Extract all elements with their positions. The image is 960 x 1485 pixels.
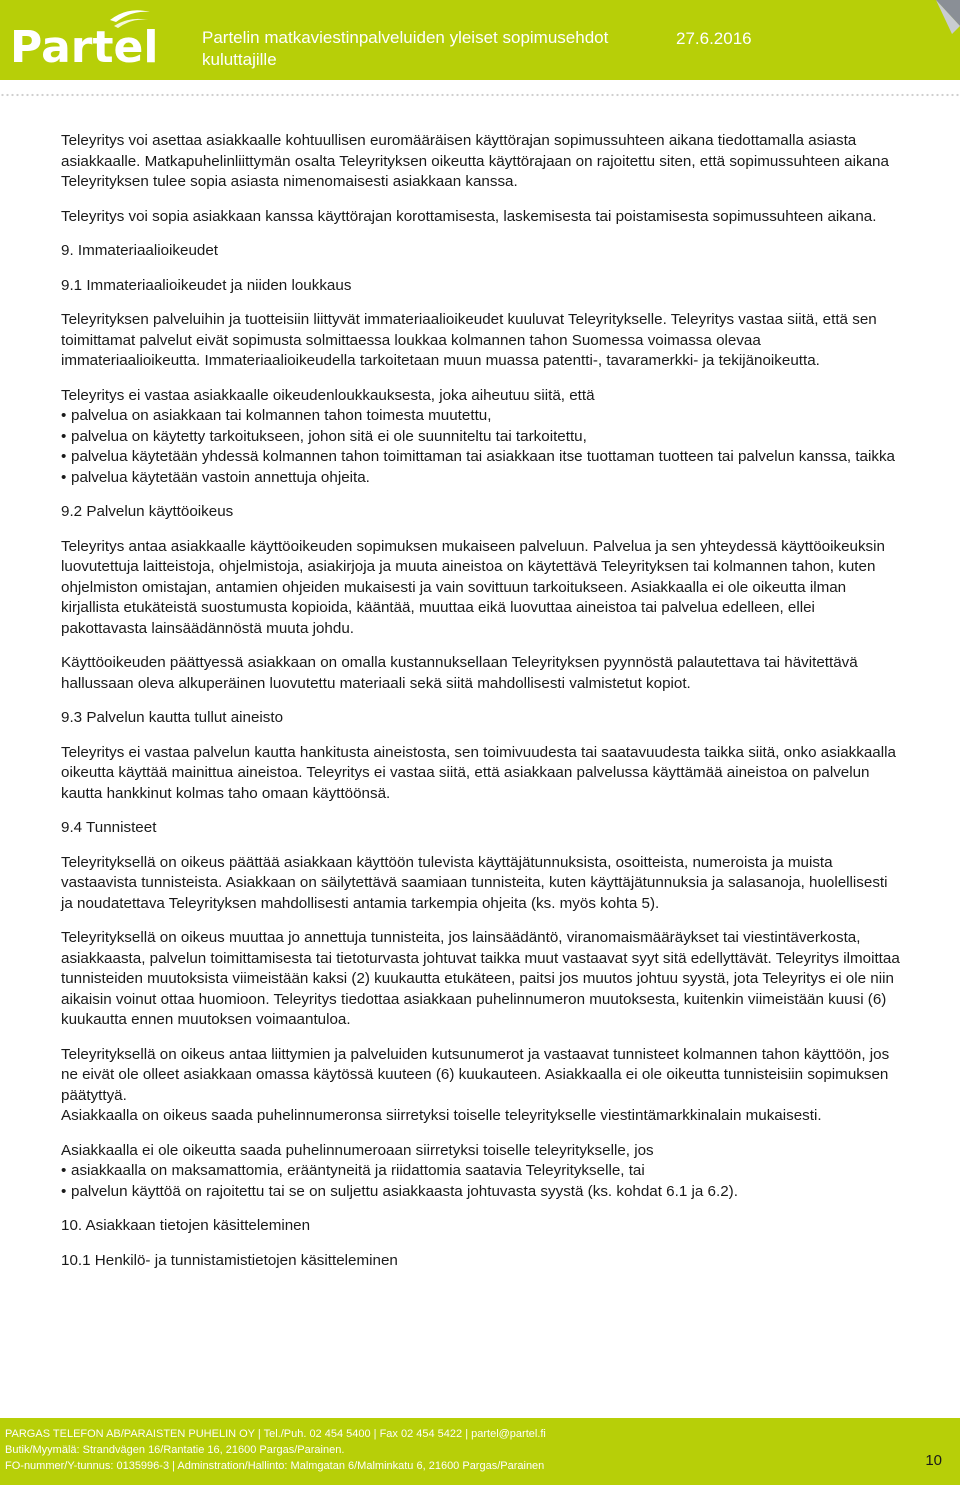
subsection-heading: 9.2 Palvelun käyttöoikeus (61, 503, 234, 520)
footer-line: PARGAS TELEFON AB/PARAISTEN PUHELIN OY | Tel./Puh. 02 454 5400 | Fax 02 454 5422 | partel@partel.fi (5, 1428, 546, 1440)
bullet-list (61, 1161, 901, 1202)
subsection-heading: 9.3 Palvelun kautta tullut aineisto (61, 709, 284, 726)
subsection-heading: 10.1 Henkilö- ja tunnistamistietojen käsitteleminen (61, 1251, 398, 1269)
logo-text: Partel (10, 22, 159, 73)
list-item: • palvelua käytetään vastoin annettuja ohjeita. (61, 468, 901, 489)
section-heading: 10. Asiakkaan tietojen käsitteleminen (61, 1217, 311, 1234)
paragraph: Teleyritys antaa asiakkaalle käyttöoikeuden sopimuksen mukaiseen palveluun. Palvelua ja sen yhteydessä käyttöoikeuksin luovutettuja laitteistoja, ohjelmistoja, asiakirjoja ja muuta aineistoa on käytettävä Teleyrityksen tai kolmannen tahon, kuten ohjelmiston omistajan, antamien ohjeiden mukaisesti ja vain sovittuun tarkoitukseen. Asiakkaalla ei ole oikeutta ilman kirjallista etukäteistä suostumusta kopioida, kääntää, muuttaa eikä luovuttaa aineistoa tai palvelua edelleen, ellei pakottavasta lainsäädännöstä muuta johdu. (61, 537, 885, 637)
paragraph: Teleyritys ei vastaa palvelun kautta hankitusta aineistosta, sen toimivuudesta tai saatavuudesta taikka siitä, onko asiakkaalla oikeutta käyttää mainittua aineistoa. Teleyritys ei vastaa siitä, että asiakkaan palvelussa käyttämää aineistoa on palvelun kautta hankkinut kolmas taho omaan käyttöönsä. (61, 743, 896, 802)
subsection-heading: 9.1 Immateriaalioikeudet ja niiden loukkaus (61, 276, 352, 294)
list-item: • palvelua on käytetty tarkoitukseen, johon sitä ei ole suunniteltu tai tarkoitettu, (61, 427, 901, 448)
paragraph: Teleyrityksellä on oikeus päättää asiakkaan käyttöön tulevista käyttäjätunnuksista, osoitteista, numeroista ja muista vastaavista tunnisteista. Asiakkaan on säilytettävä saamiaan tunnisteita, kuten käyttäjätunnuksia ja salasanoja, huolellisesti ja noudatettava Teleyrityksen mahdollisesti antamia tarkempia ohjeita (ks. myös kohta 5). (61, 853, 888, 912)
paragraph: Teleyritys ei vastaa asiakkaalle oikeudenloukkauksesta, joka aiheutuu siitä, että (61, 386, 595, 404)
page-header (0, 0, 960, 80)
footer-line: FO-nummer/Y-tunnus: 0135996-3 | Adminstration/Hallinto: Malmgatan 6/Malminkatu 6, 21600 Pargas/Parainen (5, 1460, 545, 1472)
dotted-divider (0, 93, 960, 97)
paragraph: Asiakkaalla on oikeus saada puhelinnumeronsa siirretyksi toiselle teleyritykselle viestintämarkkinalain mukaisesti. (61, 1107, 822, 1124)
paragraph: Teleyritys voi asettaa asiakkaalle kohtuullisen euromääräisen käyttörajan sopimussuhteen aikana tiedottamalla asiasta asiakkaalle. Matkapuhelinliittymän osalta Teleyrityksen oikeutta käyttörajaan on rajoitettu siten, että sopimussuhteen aikana Teleyrityksen tulee sopia asiasta nimenomaisesti asiakkaan kanssa. (61, 132, 889, 190)
document-title: Partelin matkaviestinpalveluiden yleiset sopimusehdot kuluttajille (202, 28, 609, 69)
section-heading: 9. Immateriaalioikeudet (61, 242, 219, 259)
paragraph: Teleyritys voi sopia asiakkaan kanssa käyttörajan korottamisesta, laskemisesta tai poistamisesta sopimussuhteen aikana. (61, 207, 877, 225)
page-footer (0, 1418, 960, 1485)
footer-line: Butik/Myymälä: Strandvägen 16/Rantatie 16, 21600 Pargas/Parainen. (5, 1444, 345, 1456)
list-item: • palvelua on asiakkaan tai kolmannen tahon toimesta muutettu, (61, 406, 901, 427)
bullet-list (61, 406, 901, 488)
paragraph: Käyttöoikeuden päättyessä asiakkaan on omalla kustannuksellaan Teleyrityksen pyynnöstä palautettava tai hävitettävä hallussaan oleva alkuperäinen luovutettu materiaali sekä siitä mahdollisesti valmistetut kopiot. (61, 654, 858, 692)
page-corner-icon (930, 0, 960, 34)
list-item: • palvelua käytetään yhdessä kolmannen tahon toimittaman tai asiakkaan itse tuottaman tuotteen tai palvelun kanssa, taikka (61, 447, 901, 468)
footer-contact (5, 1426, 546, 1474)
paragraph: Teleyrityksellä on oikeus muuttaa jo annettuja tunnisteita, jos lainsäädäntö, viranomaismääräykset tai viestintäverkosta, asiakkaasta, palvelun toimittamisesta tai tietoturvasta johtuvat taikka muut vastaavat syyt sitä edellyttävät. Teleyritys ilmoittaa tunnisteiden muutoksista viimeistään kaksi (2) kuukautta etukäteen, paitsi jos muutos johtuu syystä, jota Teleyritys ei ole niin aikaisin voinut ottaa huomioon. Teleyritys tiedottaa asiakkaan puhelinnumeron muutoksesta, kuitenkin viimeistään kuusi (6) kuukautta ennen muutoksen voimaantuloa. (61, 929, 900, 1028)
document-date: 27.6.2016 (676, 29, 752, 48)
list-item: • asiakkaalla on maksamattomia, erääntyneitä ja riidattomia saatavia Teleyritykselle, tai (61, 1161, 901, 1182)
paragraph: Teleyrityksen palveluihin ja tuotteisiin liittyvät immateriaalioikeudet kuuluvat Teleyritykselle. Teleyritys vastaa siitä, että sen toimittamat palvelut eivät sopimusta solmittaessa loukkaa kolmannen tahon Suomessa voimassa olevaa immateriaalioikeutta. Immateriaalioikeudella tarkoitetaan muun muassa patentti-, tavaramerkki- ja tekijänoikeutta. (61, 311, 877, 369)
page-number: 10 (925, 1452, 942, 1469)
paragraph: Teleyrityksellä on oikeus antaa liittymien ja palveluiden kutsunumerot ja vastaavat tunnisteet kolmannen tahon käyttöön, jos ne eivät ole olleet asiakkaan omassa käytössä kuuteen (6) kuukauteen. Asiakkaalla ei ole oikeutta tunnisteisiin sopimuksen päätyttyä. (61, 1045, 890, 1104)
list-item: • palvelun käyttöä on rajoitettu tai se on suljettu asiakkaasta johtuvasta syystä (ks. kohdat 6.1 ja 6.2). (61, 1182, 901, 1203)
subsection-heading: 9.4 Tunnisteet (61, 819, 157, 836)
partel-logo (6, 6, 159, 73)
document-body (61, 131, 901, 1285)
paragraph: Asiakkaalla ei ole oikeutta saada puhelinnumeroaan siirretyksi toiselle teleyritykselle, jos (61, 1141, 654, 1159)
